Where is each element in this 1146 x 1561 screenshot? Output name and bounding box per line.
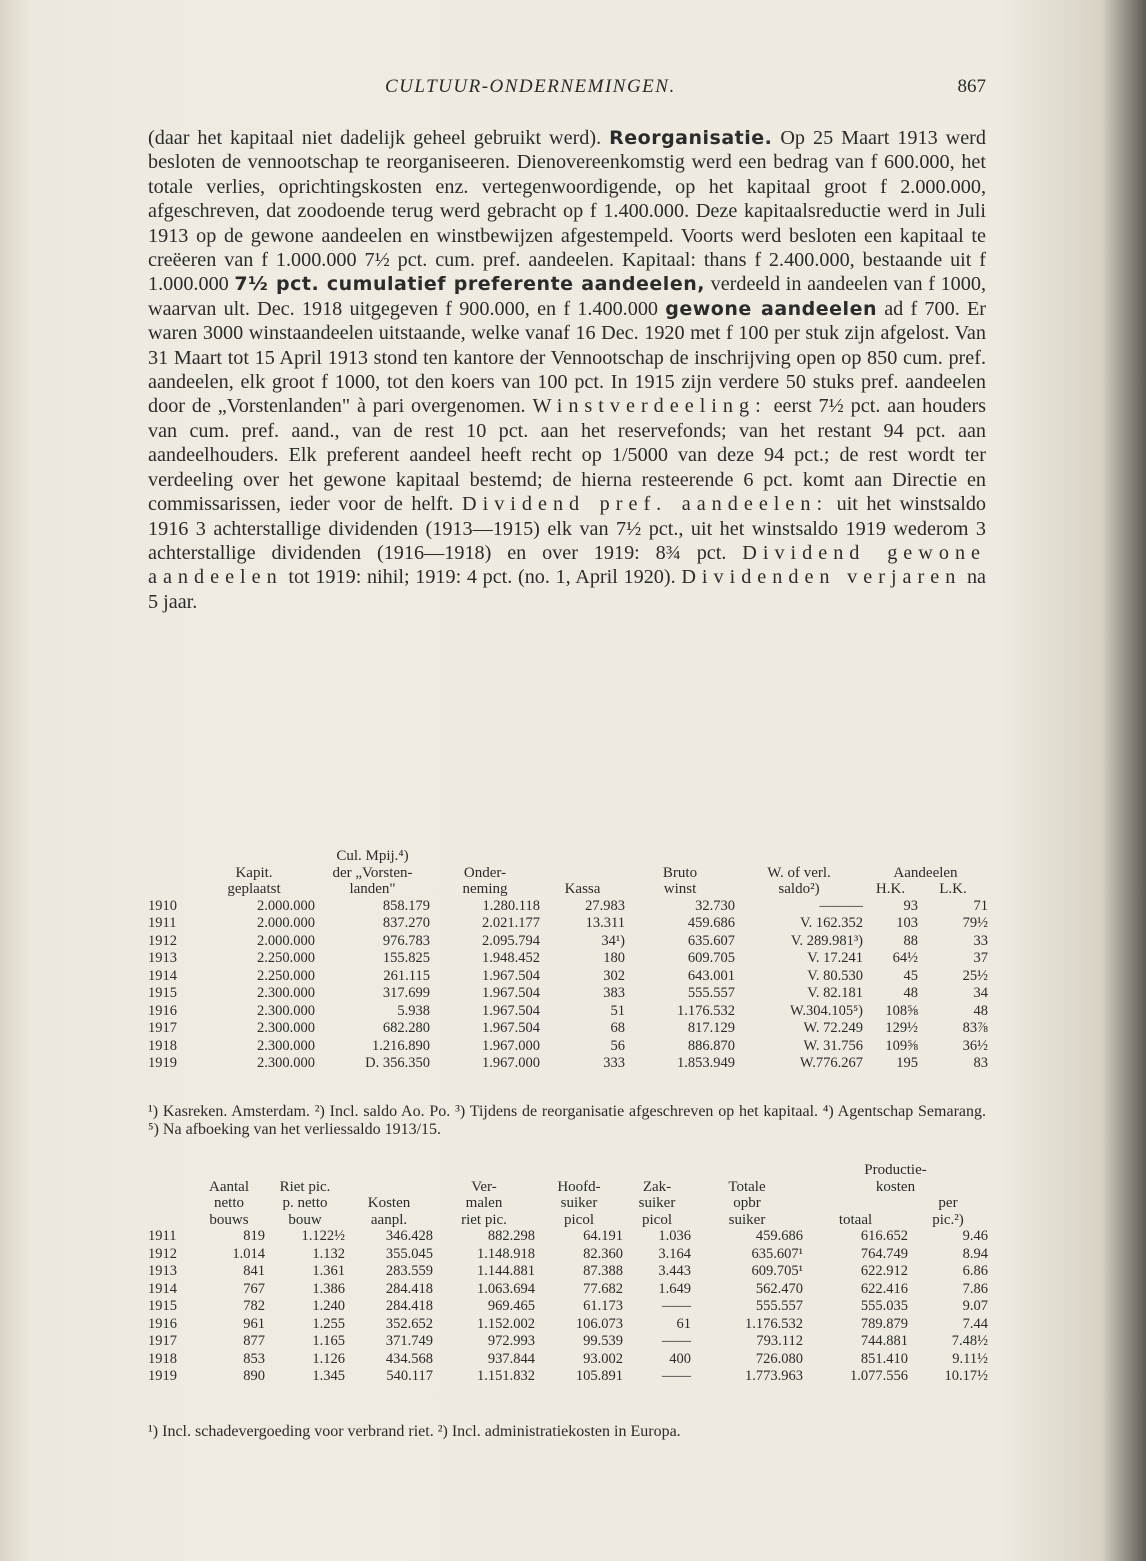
table-cell: 1.063.694 bbox=[477, 1280, 535, 1297]
table-cell: 105.891 bbox=[575, 1368, 623, 1384]
table-cell: 609.705¹ bbox=[751, 1263, 803, 1279]
text-span: tot 1919: nihil; 1919: 4 pct. (no. 1, April 1920). bbox=[288, 566, 676, 589]
table-cell: 33 bbox=[973, 932, 988, 949]
table-cell: 1.345 bbox=[312, 1368, 345, 1384]
financial-table-body bbox=[148, 898, 988, 1073]
table-cell: 34 bbox=[973, 985, 988, 1001]
table-row bbox=[148, 1368, 988, 1386]
table-cell: 2.300.000 bbox=[257, 1002, 315, 1019]
table-cell: 858.179 bbox=[382, 897, 430, 914]
table-cell: 61 bbox=[676, 1315, 691, 1332]
col-header: pic.²) bbox=[932, 1211, 964, 1228]
col-header: netto bbox=[214, 1195, 244, 1211]
table-cell: 3.164 bbox=[658, 1245, 691, 1262]
table-cell: 2.300.000 bbox=[257, 1037, 315, 1054]
col-header: Bruto bbox=[662, 864, 698, 881]
table-cell: 969.465 bbox=[487, 1298, 535, 1314]
col-header: suiker bbox=[728, 1211, 766, 1228]
table-row bbox=[148, 1316, 988, 1334]
table-cell: W. 31.756 bbox=[803, 1037, 863, 1054]
table-cell: V. 82.181 bbox=[807, 985, 863, 1001]
table-cell: 961 bbox=[243, 1315, 265, 1332]
table-cell: 2.000.000 bbox=[257, 915, 315, 931]
col-header: Zak- bbox=[642, 1178, 672, 1195]
col-header: der „Vorsten- bbox=[332, 864, 413, 881]
table-cell: 562.470 bbox=[755, 1280, 803, 1297]
col-header: Aandeelen bbox=[893, 864, 958, 881]
production-table-header bbox=[148, 1162, 988, 1228]
table-cell: 976.783 bbox=[382, 932, 430, 949]
table-row bbox=[148, 1351, 988, 1369]
table-cell: 1.122½ bbox=[301, 1228, 345, 1244]
table-cell: 1912 bbox=[148, 932, 177, 949]
table-cell: 635.607¹ bbox=[751, 1245, 803, 1262]
table-cell: 346.428 bbox=[385, 1228, 433, 1244]
spaced-winstverdeeling: Winstverdeeling: bbox=[532, 395, 767, 418]
table-cell: 1.649 bbox=[658, 1280, 691, 1297]
table-cell: 555.557 bbox=[755, 1298, 803, 1314]
col-header: Kassa bbox=[564, 881, 601, 897]
table-row bbox=[148, 933, 988, 951]
table-cell: 195 bbox=[896, 1055, 918, 1071]
table-cell: 764.749 bbox=[860, 1245, 908, 1262]
table-cell: 622.416 bbox=[860, 1280, 908, 1297]
bold-gewone: gewone aandeelen bbox=[665, 297, 877, 320]
table-cell: 622.912 bbox=[860, 1263, 908, 1279]
table-cell: 555.557 bbox=[687, 985, 735, 1001]
table-cell: 64.191 bbox=[583, 1228, 623, 1244]
table-cell: 882.298 bbox=[487, 1228, 535, 1244]
financial-table-header bbox=[148, 848, 988, 898]
table-cell: 64½ bbox=[892, 950, 918, 966]
table-cell: 77.682 bbox=[583, 1280, 623, 1297]
table-cell: 1.014 bbox=[232, 1245, 265, 1262]
table-cell: D. 356.350 bbox=[365, 1055, 430, 1071]
table-cell: 1.151.832 bbox=[477, 1368, 535, 1384]
text-span: verdeeld in aandeelen van f 1000, waarvan ult. Dec. 1918 uitgegeven f 900.000, en f 1.400.000 bbox=[148, 273, 987, 320]
table-cell: —— bbox=[662, 1368, 691, 1384]
table-cell: 9.11½ bbox=[952, 1350, 988, 1367]
col-header: p. netto bbox=[282, 1195, 328, 1211]
table-cell: 726.080 bbox=[755, 1350, 803, 1367]
table2-footnote: ¹) Incl. schadevergoeding voor verbrand riet. ²) Incl. administratiekosten in Europa. bbox=[148, 1423, 681, 1440]
table-cell: V. 289.981³) bbox=[790, 932, 863, 949]
table-cell: 2.300.000 bbox=[257, 985, 315, 1001]
col-header: picol bbox=[564, 1211, 594, 1228]
table-cell: 317.699 bbox=[382, 985, 430, 1001]
text-span: ad f 700. Er waren 3000 winstaandeelen uitstaande, welke vanaf 16 Dec. 1920 met f 100 per stuk zijn afgelost. Van 31 Maart tot 15 April 1913 stond ten kantore der Vennootschap de inschrijving open op 850 cum. pref. aandeelen, elk groot f 1000, tot den koers van 100 pct. In 1915 zijn verdere 50 stuks pref. aandeelen door de „Vorstenlanden" à pari overgenomen. bbox=[148, 297, 987, 418]
col-header: Riet pic. bbox=[279, 1178, 331, 1195]
table-cell: 853 bbox=[243, 1350, 265, 1367]
table-cell: 1912 bbox=[148, 1245, 177, 1262]
table-cell: 782 bbox=[243, 1298, 265, 1314]
table-cell: 1.386 bbox=[312, 1280, 345, 1297]
table-cell: 56 bbox=[610, 1037, 625, 1054]
book-spine-edge bbox=[1104, 0, 1146, 1561]
table-cell: 890 bbox=[243, 1368, 265, 1384]
table-row bbox=[148, 985, 988, 1003]
table-cell: 34¹) bbox=[601, 932, 625, 949]
col-header: suiker bbox=[560, 1195, 598, 1211]
running-title: CULTUUR-ONDERNEMINGEN. bbox=[385, 76, 676, 97]
table-cell: 789.879 bbox=[860, 1315, 908, 1332]
table-cell: 5.938 bbox=[397, 1002, 430, 1019]
table-cell: 2.021.177 bbox=[482, 915, 540, 931]
table-cell: 32.730 bbox=[695, 897, 735, 914]
table-row bbox=[148, 1228, 988, 1246]
text-span: na 5 jaar. bbox=[148, 566, 987, 613]
col-header: riet pic. bbox=[461, 1211, 507, 1228]
table-cell: 1914 bbox=[148, 1280, 177, 1297]
table-cell: V. 80.530 bbox=[807, 967, 863, 984]
table-row bbox=[148, 898, 988, 916]
col-header: H.K. bbox=[875, 881, 906, 897]
table-cell: 6.86 bbox=[962, 1263, 988, 1279]
text-span: (daar het kapitaal niet dadelijk geheel gebruikt werd). bbox=[148, 127, 602, 149]
table-cell: 540.117 bbox=[386, 1368, 433, 1384]
table-cell: 45 bbox=[903, 967, 918, 984]
table-cell: 48 bbox=[903, 985, 918, 1001]
col-header: Cul. Mpij.⁴) bbox=[336, 848, 409, 864]
table-cell: 79½ bbox=[962, 915, 988, 931]
table-cell: 352.652 bbox=[385, 1315, 433, 1332]
table-cell: 1.967.504 bbox=[482, 1002, 540, 1019]
table-cell: 459.686 bbox=[755, 1228, 803, 1244]
table-cell: 635.607 bbox=[687, 932, 735, 949]
table-cell: 82.360 bbox=[583, 1245, 623, 1262]
body-paragraph bbox=[148, 126, 986, 614]
table-cell: W. 72.249 bbox=[803, 1020, 863, 1036]
table-cell: 819 bbox=[243, 1228, 265, 1244]
table-cell: 682.280 bbox=[382, 1020, 430, 1036]
table-cell: 284.418 bbox=[385, 1298, 433, 1314]
table-cell: 1.152.002 bbox=[477, 1315, 535, 1332]
col-header: Hoofd- bbox=[557, 1178, 601, 1195]
table-cell: —— bbox=[662, 1333, 691, 1349]
table-cell: 68 bbox=[610, 1020, 625, 1036]
table-row bbox=[148, 968, 988, 986]
table-cell: 1.853.949 bbox=[677, 1055, 735, 1071]
table-cell: 93.002 bbox=[583, 1350, 623, 1367]
table-cell: 1.967.504 bbox=[482, 985, 540, 1001]
table-cell: 37 bbox=[973, 950, 988, 966]
table-cell: 1.176.532 bbox=[745, 1315, 803, 1332]
table-row bbox=[148, 950, 988, 968]
table1-footnote: ¹) Kasreken. Amsterdam. ²) Incl. saldo Ao. Po. ³) Tijdens de reorganisatie afgeschreven op het kapitaal. ⁴) Agentschap Semarang. ⁵) Na afboeking van het verliessaldo 1913/15. bbox=[148, 1103, 986, 1138]
table-cell: 886.870 bbox=[687, 1037, 735, 1054]
table-cell: 1.255 bbox=[312, 1315, 345, 1332]
table-cell: 283.559 bbox=[385, 1263, 433, 1279]
table-row bbox=[148, 1038, 988, 1056]
table-cell: 355.045 bbox=[385, 1245, 433, 1262]
table-cell: W.304.105⁵) bbox=[790, 1002, 863, 1019]
table-cell: 555.035 bbox=[860, 1298, 908, 1314]
col-header: suiker bbox=[638, 1195, 676, 1211]
page-number: 867 bbox=[957, 76, 986, 97]
col-header: bouws bbox=[209, 1211, 249, 1228]
table-cell: 1.967.000 bbox=[482, 1037, 540, 1054]
col-header: malen bbox=[465, 1195, 503, 1211]
col-header: Kosten bbox=[367, 1195, 411, 1211]
table-cell: 7.48½ bbox=[951, 1333, 988, 1349]
table-cell: 793.112 bbox=[756, 1333, 803, 1349]
table-cell: 1919 bbox=[148, 1055, 177, 1071]
table-row bbox=[148, 915, 988, 933]
production-table bbox=[148, 1162, 988, 1386]
table-cell: 1.077.556 bbox=[850, 1368, 908, 1384]
table-cell: 10.17½ bbox=[944, 1368, 988, 1384]
table-cell: 71 bbox=[973, 897, 988, 914]
table-cell: 1.126 bbox=[312, 1350, 345, 1367]
table-cell: 1916 bbox=[148, 1315, 177, 1332]
table-cell: 1914 bbox=[148, 967, 177, 984]
table-cell: 25½ bbox=[962, 967, 988, 984]
table-cell: 1.240 bbox=[312, 1298, 345, 1314]
col-header: geplaatst bbox=[227, 881, 281, 897]
table-cell: 1913 bbox=[148, 1263, 177, 1279]
table-cell: 83⅞ bbox=[962, 1020, 988, 1036]
table-cell: 8.94 bbox=[962, 1245, 988, 1262]
table-cell: 129½ bbox=[885, 1020, 918, 1036]
col-header: bouw bbox=[288, 1211, 322, 1228]
table-cell: 99.539 bbox=[583, 1333, 623, 1349]
table-cell: 9.07 bbox=[962, 1298, 988, 1314]
table-cell: 7.86 bbox=[962, 1280, 988, 1297]
table-cell: 27.983 bbox=[585, 897, 625, 914]
table-row bbox=[148, 1281, 988, 1299]
table-row bbox=[148, 1020, 988, 1038]
table-row bbox=[148, 1263, 988, 1281]
table-cell: 459.686 bbox=[687, 915, 735, 931]
table-cell: 434.568 bbox=[385, 1350, 433, 1367]
table-cell: W.776.267 bbox=[799, 1055, 863, 1071]
table-cell: 2.095.794 bbox=[482, 932, 540, 949]
col-header: totaal bbox=[838, 1211, 873, 1228]
table-cell: 1.948.452 bbox=[482, 950, 540, 966]
col-header: saldo²) bbox=[778, 881, 820, 897]
table-cell: 1.967.000 bbox=[482, 1055, 540, 1071]
table-cell: 1911 bbox=[148, 915, 177, 931]
spaced-dividenden-verjaren: Dividenden verjaren bbox=[681, 566, 962, 589]
table-cell: 371.749 bbox=[385, 1333, 433, 1349]
table-row bbox=[148, 1246, 988, 1264]
table-cell: 2.250.000 bbox=[257, 967, 315, 984]
table-row bbox=[148, 1333, 988, 1351]
table-cell: 1915 bbox=[148, 1298, 177, 1314]
table-cell: 2.000.000 bbox=[257, 897, 315, 914]
table-cell: 284.418 bbox=[385, 1280, 433, 1297]
table-cell: 155.825 bbox=[382, 950, 430, 966]
table-cell: 2.300.000 bbox=[257, 1055, 315, 1071]
table-cell: 108⅝ bbox=[885, 1002, 918, 1019]
table-cell: 261.115 bbox=[383, 967, 430, 984]
col-header: L.K. bbox=[939, 881, 967, 897]
col-header: per bbox=[938, 1195, 958, 1211]
text-span: uit het winstsaldo 1916 3 achterstallige dividenden (1913—1915) elk van 7½ pct., uit het winstsaldo 1919 wederom 3 achterstallige dividenden (1916—1918) en over 1919: 8¾ pct. bbox=[148, 493, 987, 564]
col-header: Totale bbox=[728, 1178, 766, 1195]
col-header: opbr bbox=[733, 1195, 761, 1211]
table-cell: 1913 bbox=[148, 950, 177, 966]
table-cell: 1917 bbox=[148, 1333, 177, 1349]
table-cell: 1.176.532 bbox=[677, 1002, 735, 1019]
col-header: picol bbox=[642, 1211, 672, 1228]
table-cell: 106.073 bbox=[575, 1315, 623, 1332]
col-header: aanpl. bbox=[370, 1211, 408, 1228]
heading-reorganisatie: Reorganisatie. bbox=[609, 127, 773, 149]
table-cell: 1919 bbox=[148, 1368, 177, 1384]
col-header: neming bbox=[462, 881, 508, 897]
col-header: Ver- bbox=[471, 1178, 497, 1195]
table-cell: 1911 bbox=[148, 1228, 177, 1244]
table-row bbox=[148, 1003, 988, 1021]
table-cell: 744.881 bbox=[860, 1333, 908, 1349]
col-header: Aantal bbox=[209, 1178, 249, 1195]
table-cell: 48 bbox=[973, 1002, 988, 1019]
table-cell: 616.652 bbox=[860, 1228, 908, 1244]
table-cell: 937.844 bbox=[487, 1350, 535, 1367]
table-cell: 1.967.504 bbox=[482, 1020, 540, 1036]
page-header bbox=[150, 76, 986, 104]
col-header: winst bbox=[663, 881, 697, 897]
table-cell: 88 bbox=[903, 932, 918, 949]
table-cell: 609.705 bbox=[687, 950, 735, 966]
table-cell: 61.173 bbox=[583, 1298, 623, 1314]
table-cell: 1.967.504 bbox=[482, 967, 540, 984]
table-cell: 817.129 bbox=[687, 1020, 735, 1036]
table-cell: 1.144.881 bbox=[477, 1263, 535, 1279]
table-cell: ——— bbox=[819, 897, 863, 914]
table-cell: V. 162.352 bbox=[800, 915, 863, 931]
col-header: Kapit. bbox=[235, 864, 273, 881]
table-cell: 9.46 bbox=[962, 1228, 988, 1244]
table-cell: 400 bbox=[669, 1350, 691, 1367]
table-cell: 1.132 bbox=[312, 1245, 345, 1262]
table-cell: 1.036 bbox=[658, 1228, 691, 1244]
production-table-body bbox=[148, 1228, 988, 1386]
table-cell: 1916 bbox=[148, 1002, 177, 1019]
table-cell: 7.44 bbox=[962, 1315, 988, 1332]
table-row bbox=[148, 1298, 988, 1316]
table-cell: 1.216.890 bbox=[372, 1037, 430, 1054]
col-header: kosten bbox=[875, 1178, 916, 1195]
text-span: eerst 7½ pct. aan houders van cum. pref. aand., van de rest 10 pct. aan het reservefonds; van het restant 94 pct. aan aandeelhouders. Elk preferent aandeel heeft recht op 1/5000 van deze 94 pct.; de rest wordt ter verdeeling over het gewone kapitaal bestemd; de hierna resteerende 6 pct. komt aan Directie en commissarissen, ieder voor de helft. bbox=[148, 395, 987, 516]
table-cell: 180 bbox=[603, 950, 625, 966]
table-cell: 383 bbox=[603, 985, 625, 1001]
table-cell: 93 bbox=[903, 897, 918, 914]
spaced-dividend-gewone: Dividend gewone aandeelen bbox=[148, 541, 986, 589]
table-cell: 877 bbox=[243, 1333, 265, 1349]
table-cell: 51 bbox=[610, 1002, 625, 1019]
table-cell: 837.270 bbox=[382, 915, 430, 931]
table-cell: 3.443 bbox=[658, 1263, 691, 1279]
table-cell: 767 bbox=[243, 1280, 265, 1297]
table-cell: 87.388 bbox=[583, 1263, 623, 1279]
col-header: W. of verl. bbox=[767, 864, 831, 881]
table-cell: 36½ bbox=[962, 1037, 988, 1054]
col-header: landen" bbox=[349, 881, 396, 897]
spaced-dividend-pref: Dividend pref. aandeelen: bbox=[462, 493, 829, 516]
table-cell: 13.311 bbox=[585, 915, 625, 931]
col-header: Productie- bbox=[864, 1162, 927, 1178]
table-cell: —— bbox=[662, 1298, 691, 1314]
table-cell: 841 bbox=[243, 1263, 265, 1279]
table-cell: 83 bbox=[973, 1055, 988, 1071]
table-cell: 1918 bbox=[148, 1350, 177, 1367]
table-cell: 2.250.000 bbox=[257, 950, 315, 966]
table-cell: 1910 bbox=[148, 897, 177, 914]
table-cell: V. 17.241 bbox=[807, 950, 863, 966]
table-cell: 109⅝ bbox=[885, 1037, 918, 1054]
table-cell: 851.410 bbox=[860, 1350, 908, 1367]
table-cell: 1.165 bbox=[312, 1333, 345, 1349]
table-row bbox=[148, 1055, 988, 1073]
table-cell: 1.773.963 bbox=[745, 1368, 803, 1384]
table-cell: 2.000.000 bbox=[257, 932, 315, 949]
table-cell: 333 bbox=[603, 1055, 625, 1071]
text-span: Op 25 Maart 1913 werd besloten de vennootschap te reorganiseeren. Dienovereenkomstig werd een bedrag van f 600.000, het totale verlies, oprichtingskosten enz. vertegenwoordigende, op het kapitaal groot f 2.000.000, afgeschreven, dat zoodoende terug werd gebracht op f 1.400.000. Deze kapitaalsreductie werd in Juli 1913 op de gewone aandeelen en winstbewijzen afgestempeld. Voorts werd besloten een kapitaal te creëeren van f 1.000.000 7½ pct. cum. pref. aandeelen. Kapitaal: thans f 2.400.000, bestaande uit f 1.000.000 bbox=[148, 127, 987, 296]
table-cell: 972.993 bbox=[487, 1333, 535, 1349]
table-cell: 103 bbox=[896, 915, 918, 931]
table-cell: 1.148.918 bbox=[477, 1245, 535, 1262]
table-cell: 1.361 bbox=[312, 1263, 345, 1279]
col-header: Onder- bbox=[463, 864, 507, 881]
table-cell: 1917 bbox=[148, 1020, 177, 1036]
table-cell: 1915 bbox=[148, 985, 177, 1001]
financial-table bbox=[148, 848, 988, 1073]
table-cell: 1918 bbox=[148, 1037, 177, 1054]
table-cell: 2.300.000 bbox=[257, 1020, 315, 1036]
table-cell: 643.001 bbox=[687, 967, 735, 984]
table-cell: 302 bbox=[603, 967, 625, 984]
table-cell: 1.280.118 bbox=[482, 897, 540, 914]
bold-preferente: 7½ pct. cumulatief preferente aandeelen, bbox=[234, 273, 705, 296]
